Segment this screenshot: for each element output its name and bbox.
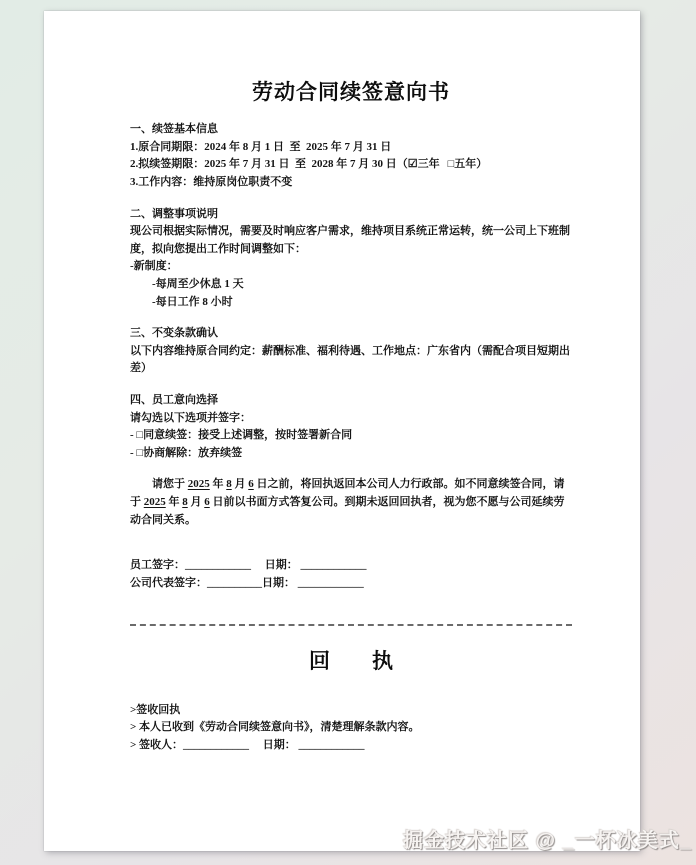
section2-heading: 二、调整事项说明: [130, 207, 218, 220]
reply-month: 8: [182, 495, 188, 508]
section1-heading: 一、续签基本信息: [130, 123, 218, 136]
receipt-signer-line: > 签收人：____________ 日期： ____________: [130, 738, 365, 751]
work-content-line: 3.工作内容：维持原岗位职责不变: [130, 176, 293, 189]
watermark: 掘金技术社区 @ _一杯冰美式_: [403, 830, 692, 852]
policy-item-weekly-rest: -每周至少休息 1 天: [152, 278, 244, 291]
company-signature-line: 公司代表签字：__________日期： ____________: [130, 576, 364, 589]
receipt-block: [130, 702, 572, 755]
section-unchanged-terms: [130, 325, 572, 378]
deadline-year: 2025: [187, 478, 210, 491]
option-agree-text: 同意续签：接受上述调整，按时签署新合同: [143, 429, 353, 442]
cut-line: [130, 624, 572, 626]
checkbox-agree-renewal[interactable]: □: [136, 429, 144, 442]
notice-text: 日前以书面方式答复公司。到期未返回回执者，视为您不愿与公司延续劳动合同关系。: [130, 495, 565, 526]
section3-heading: 三、不变条款确认: [130, 327, 218, 340]
new-policy-label: -新制度：: [130, 260, 178, 273]
receipt-heading-line: >签收回执: [130, 703, 181, 716]
original-term-line: 1.原合同期限：2024 年 8 月 1 日 至 2025 年 7 月 31 日: [130, 140, 392, 153]
section-employee-choice: [130, 392, 572, 462]
option-marker: -: [130, 429, 137, 442]
return-deadline-notice: [130, 476, 572, 529]
option-marker: -: [130, 446, 137, 459]
renewal-term-close: ）: [476, 158, 488, 171]
notice-text: 年: [165, 495, 183, 508]
checkbox-three-year[interactable]: ☑三年: [407, 158, 440, 171]
renewal-term-line: [130, 156, 572, 174]
section-adjustments: [130, 206, 572, 312]
checkbox-terminate[interactable]: □: [136, 446, 144, 459]
signature-block: [130, 557, 572, 592]
option-terminate: [130, 445, 572, 463]
adjustment-body: 现公司根据实际情况，需要及时响应客户需求，维持项目系统正常运转，统一公司上下班制度，拟向您提出工作时间调整如下：: [130, 225, 570, 255]
notice-text: 年: [209, 478, 227, 491]
renewal-term-text: 2.拟续签期限：2025 年 7 月 31 日 至 2028 年 7 月 30 日（: [130, 158, 408, 171]
option-agree-renewal: [130, 427, 572, 445]
option-terminate-text: 协商解除：放弃续签: [143, 446, 243, 459]
notice-text: 请您于: [152, 478, 188, 491]
notice-text: 月: [187, 495, 205, 508]
document-title: 劳动合同续签意向书: [252, 81, 450, 104]
section-basic-info: [130, 121, 572, 191]
deadline-month: 8: [226, 478, 232, 491]
unchanged-terms-body: 以下内容维持原合同约定：薪酬标准、福利待遇、工作地点：广东省内（需配合项目短期出差）: [130, 344, 570, 375]
reply-day: 6: [204, 495, 210, 508]
choice-intro: 请勾选以下选项并签字：: [130, 411, 251, 424]
policy-item-daily-hours: -每日工作 8 小时: [152, 295, 233, 308]
checkbox-five-year[interactable]: □五年: [447, 158, 477, 171]
deadline-day: 6: [248, 478, 254, 491]
notice-text: 月: [231, 478, 249, 491]
receipt-acknowledgement-line: > 本人已收到《劳动合同续签意向书》，清楚理解条款内容。: [130, 721, 420, 734]
employee-signature-line: 员工签字：____________ 日期： ____________: [130, 559, 367, 572]
section4-heading: 四、员工意向选择: [130, 394, 218, 407]
receipt-title: 回 执: [309, 650, 393, 674]
notice-text: 日之前，将回执返回本公司人力行政部。如不同意续签合同，请于: [130, 478, 565, 508]
document-page: [44, 11, 640, 851]
reply-year: 2025: [143, 495, 166, 508]
document-content: [44, 11, 640, 754]
